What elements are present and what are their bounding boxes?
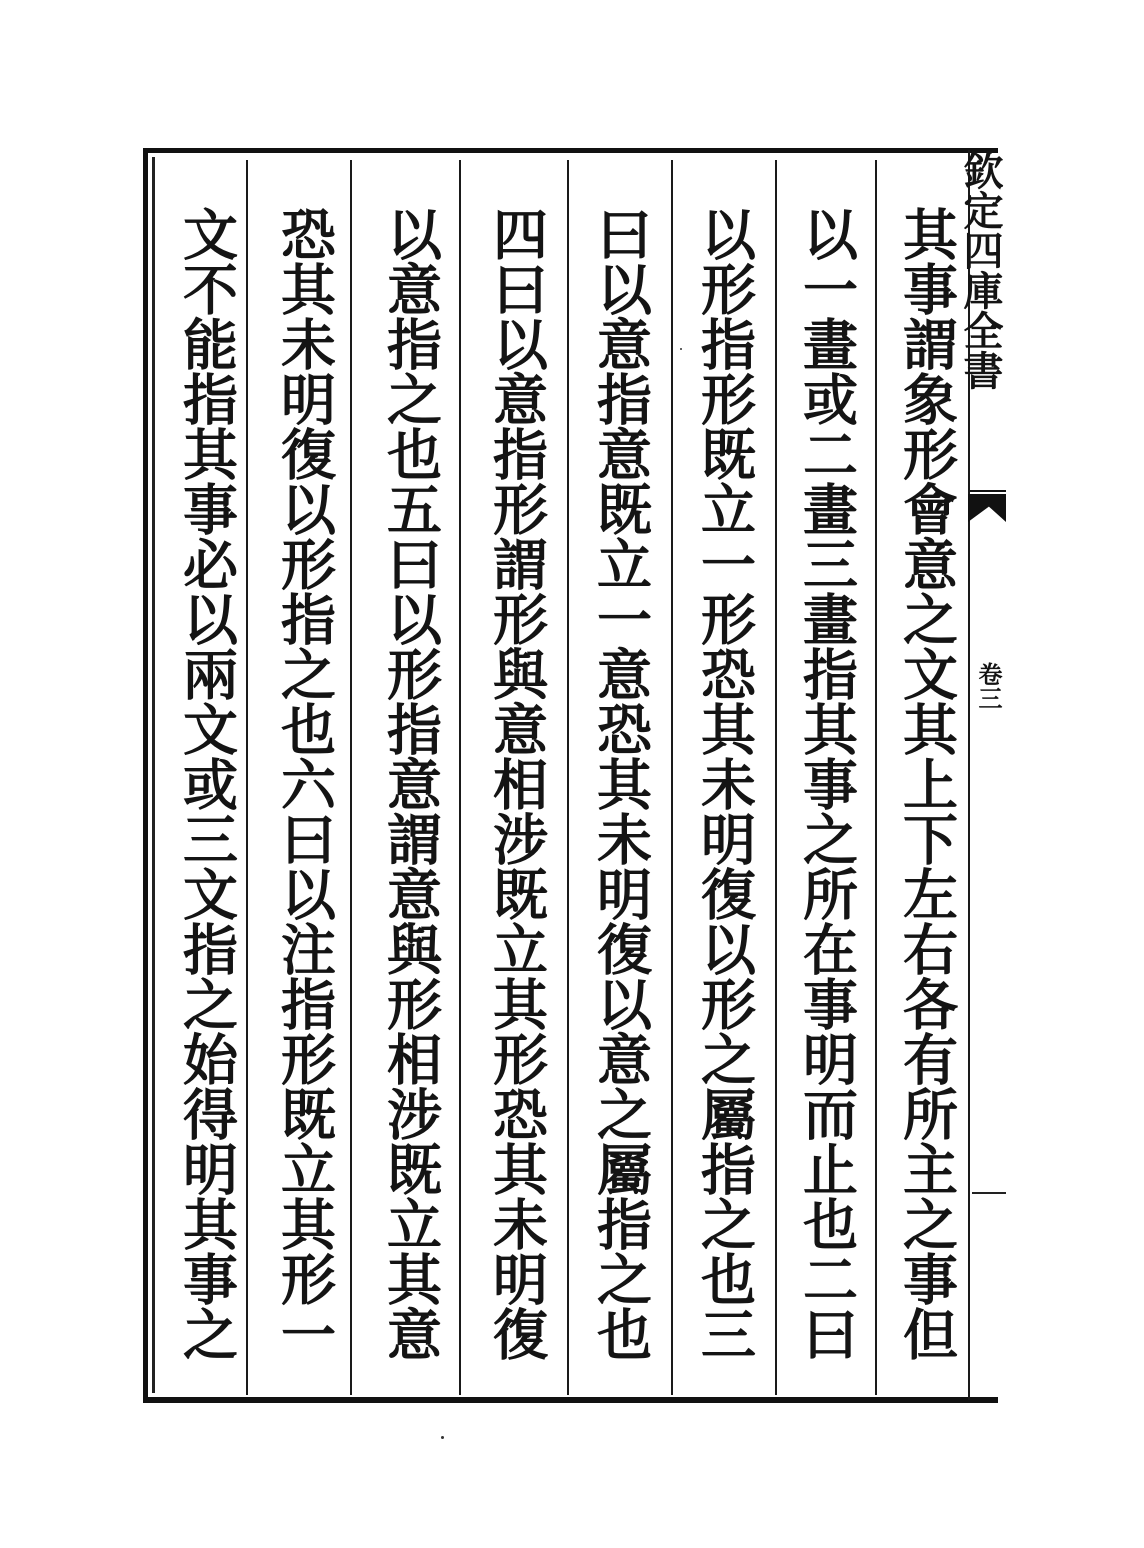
text-column-8: 文不能指其事必以兩文或三文指之始得明其事之 xyxy=(174,205,239,1361)
column-rule xyxy=(567,160,569,1395)
text-column-7: 恐其未明復以形指之也六曰以注指形既立其形一 xyxy=(272,205,337,1361)
fishtail-line xyxy=(970,490,1006,492)
text-column-4: 曰以意指意既立一意恐其未明復以意之屬指之也 xyxy=(588,205,653,1361)
banxin-title: 欽定四庫全書 xyxy=(957,150,1004,390)
text-column-5: 四曰以意指形謂形與意相涉既立其形恐其未明復 xyxy=(484,205,549,1361)
ink-speck xyxy=(441,1436,444,1439)
juan-label: 卷三 xyxy=(974,662,1003,710)
column-rule xyxy=(246,160,248,1395)
text-column-3: 以形指形既立一形恐其未明復以形之屬指之也三 xyxy=(692,205,757,1361)
inner-border-line xyxy=(152,157,155,1393)
text-column-6: 以意指之也五曰以形指意謂意與形相涉既立其意 xyxy=(378,205,443,1361)
column-rule xyxy=(459,160,461,1395)
ink-speck xyxy=(680,348,682,350)
column-rule xyxy=(350,160,352,1395)
column-rule xyxy=(775,160,777,1395)
text-column-1: 其事謂象形會意之文其上下左右各有所主之事但 xyxy=(894,205,959,1361)
column-rule xyxy=(875,160,877,1395)
text-column-2: 以一畫或二畫三畫指其事之所在事明而止也二曰 xyxy=(794,205,859,1361)
banxin-tick xyxy=(972,1192,1006,1194)
column-rule xyxy=(671,160,673,1395)
